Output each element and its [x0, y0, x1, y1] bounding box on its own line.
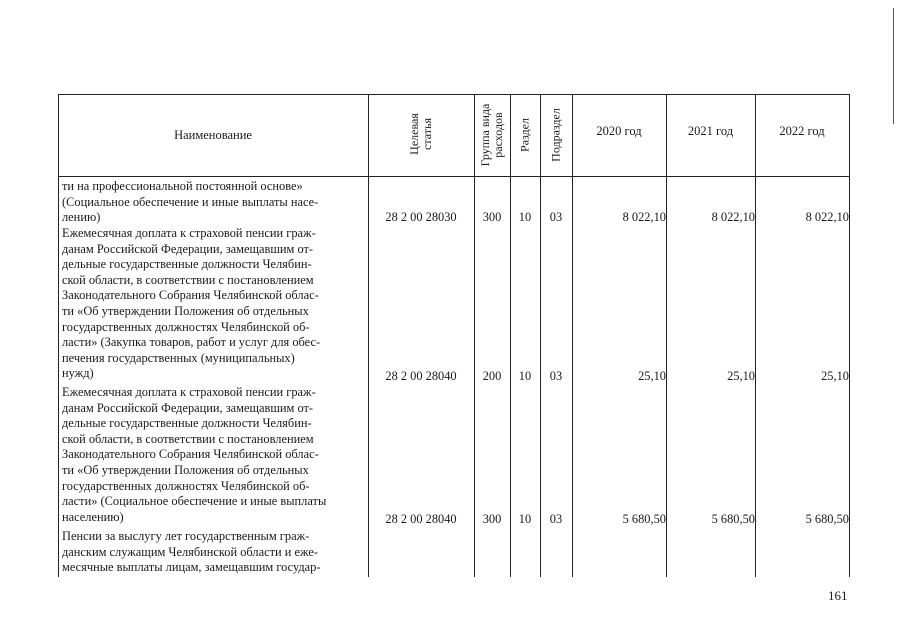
- row-3-value-2021: 5 680,50: [711, 512, 755, 526]
- table-left-border: [58, 94, 59, 577]
- row-1-section: 10: [518, 210, 532, 224]
- row-2-line-6: ти «Об утверждении Положения об отдельных: [62, 303, 309, 318]
- row-2-group: 200: [482, 369, 502, 383]
- row-4-line-3: месячные выплаты лицам, замещавшим государ-: [62, 560, 321, 575]
- row-3-line-1: Ежемесячная доплата к страховой пенсии граж-: [62, 385, 316, 399]
- row-3-line-5: Законодательного Собрания Челябинской облас-: [62, 447, 319, 462]
- col-divider-name: [368, 94, 369, 577]
- header-expense-group-line2: расходов: [491, 112, 505, 158]
- row-2-value-2021: 25,10: [727, 369, 755, 383]
- row-3-code: 28 2 00 28040: [385, 512, 457, 526]
- row-2-line-10: нужд): [62, 366, 94, 381]
- row-2-line-2: данам Российской Федерации, замещавшим от-: [62, 241, 314, 256]
- page-number: 161: [828, 588, 848, 603]
- row-4-description: [62, 529, 365, 576]
- row-2-value-2022: 25,10: [821, 369, 849, 383]
- row-1-line-3: лению): [62, 210, 101, 225]
- row-1-line-2: (Социальное обеспечение и иные выплаты насе-: [62, 194, 319, 209]
- row-2-description: [62, 226, 365, 382]
- row-3-line-8: ласти» (Социальное обеспечение и иные выплаты: [62, 494, 327, 509]
- col-divider-subsection: [572, 94, 573, 577]
- col-divider-2021: [755, 94, 756, 577]
- header-target-article: [408, 113, 434, 155]
- row-4-line-1: Пенсии за выслугу лет государственным граж-: [62, 529, 310, 543]
- row-2-section: 10: [518, 369, 532, 383]
- row-3-value-2020: 5 680,50: [622, 512, 666, 526]
- row-3-line-7: государственных должностях Челябинской об-: [62, 478, 310, 493]
- col-divider-group: [510, 94, 511, 577]
- header-name: Наименование: [174, 128, 252, 142]
- header-target-article-line1: Целевая: [407, 113, 421, 155]
- row-1-value-2020: 8 022,10: [622, 210, 666, 224]
- header-subsection: Подраздел: [548, 108, 563, 162]
- table-top-border: [58, 94, 849, 95]
- row-3-description: [62, 385, 365, 525]
- row-2-line-3: дельные государственные должности Челябин-: [62, 257, 312, 272]
- row-3-line-4: ской области, в соответствии с постановлением: [62, 431, 314, 446]
- row-1-value-2022: 8 022,10: [805, 210, 849, 224]
- header-target-article-line2: статья: [420, 118, 434, 150]
- row-2-value-2020: 25,10: [638, 369, 666, 383]
- header-section: Раздел: [517, 118, 532, 152]
- header-year-2020: 2020 год: [596, 124, 642, 138]
- row-1-description: [62, 179, 365, 226]
- row-4-line-2: данским служащим Челябинской области и еже-: [62, 544, 318, 559]
- scan-edge-mark: [893, 8, 894, 124]
- table-right-border: [849, 94, 850, 577]
- row-2-subsection: 03: [549, 369, 563, 383]
- row-3-line-6: ти «Об утверждении Положения об отдельных: [62, 462, 309, 477]
- row-3-line-9: населению): [62, 509, 124, 524]
- row-3-line-2: данам Российской Федерации, замещавшим от-: [62, 400, 314, 415]
- row-1-subsection: 03: [549, 210, 563, 224]
- row-3-value-2022: 5 680,50: [805, 512, 849, 526]
- row-2-line-7: государственных должностях Челябинской об-: [62, 319, 310, 334]
- col-divider-section: [540, 94, 541, 577]
- col-divider-code: [474, 94, 475, 577]
- row-2-line-4: ской области, в соответствии с постановлением: [62, 272, 314, 287]
- header-year-2022: 2022 год: [779, 124, 825, 138]
- row-1-value-2021: 8 022,10: [711, 210, 755, 224]
- header-bottom-border: [58, 176, 849, 177]
- row-2-line-9: печения государственных (муниципальных): [62, 350, 295, 365]
- row-2-code: 28 2 00 28040: [385, 369, 457, 383]
- row-2-line-5: Законодательного Собрания Челябинской облас-: [62, 288, 319, 303]
- row-3-group: 300: [482, 512, 502, 526]
- row-3-subsection: 03: [549, 512, 563, 526]
- row-3-line-3: дельные государственные должности Челябин-: [62, 416, 312, 431]
- header-expense-group: [479, 104, 505, 167]
- row-2-line-1: Ежемесячная доплата к страховой пенсии граж-: [62, 226, 316, 240]
- col-divider-2020: [666, 94, 667, 577]
- header-expense-group-line1: Группа вида: [478, 103, 492, 167]
- row-1-line-1: ти на профессиональной постоянной основе»: [62, 179, 303, 193]
- row-1-code: 28 2 00 28030: [385, 210, 457, 224]
- row-3-section: 10: [518, 512, 532, 526]
- row-2-line-8: ласти» (Закупка товаров, работ и услуг для обес-: [62, 335, 321, 350]
- header-year-2021: 2021 год: [687, 124, 734, 138]
- row-1-group: 300: [482, 210, 502, 224]
